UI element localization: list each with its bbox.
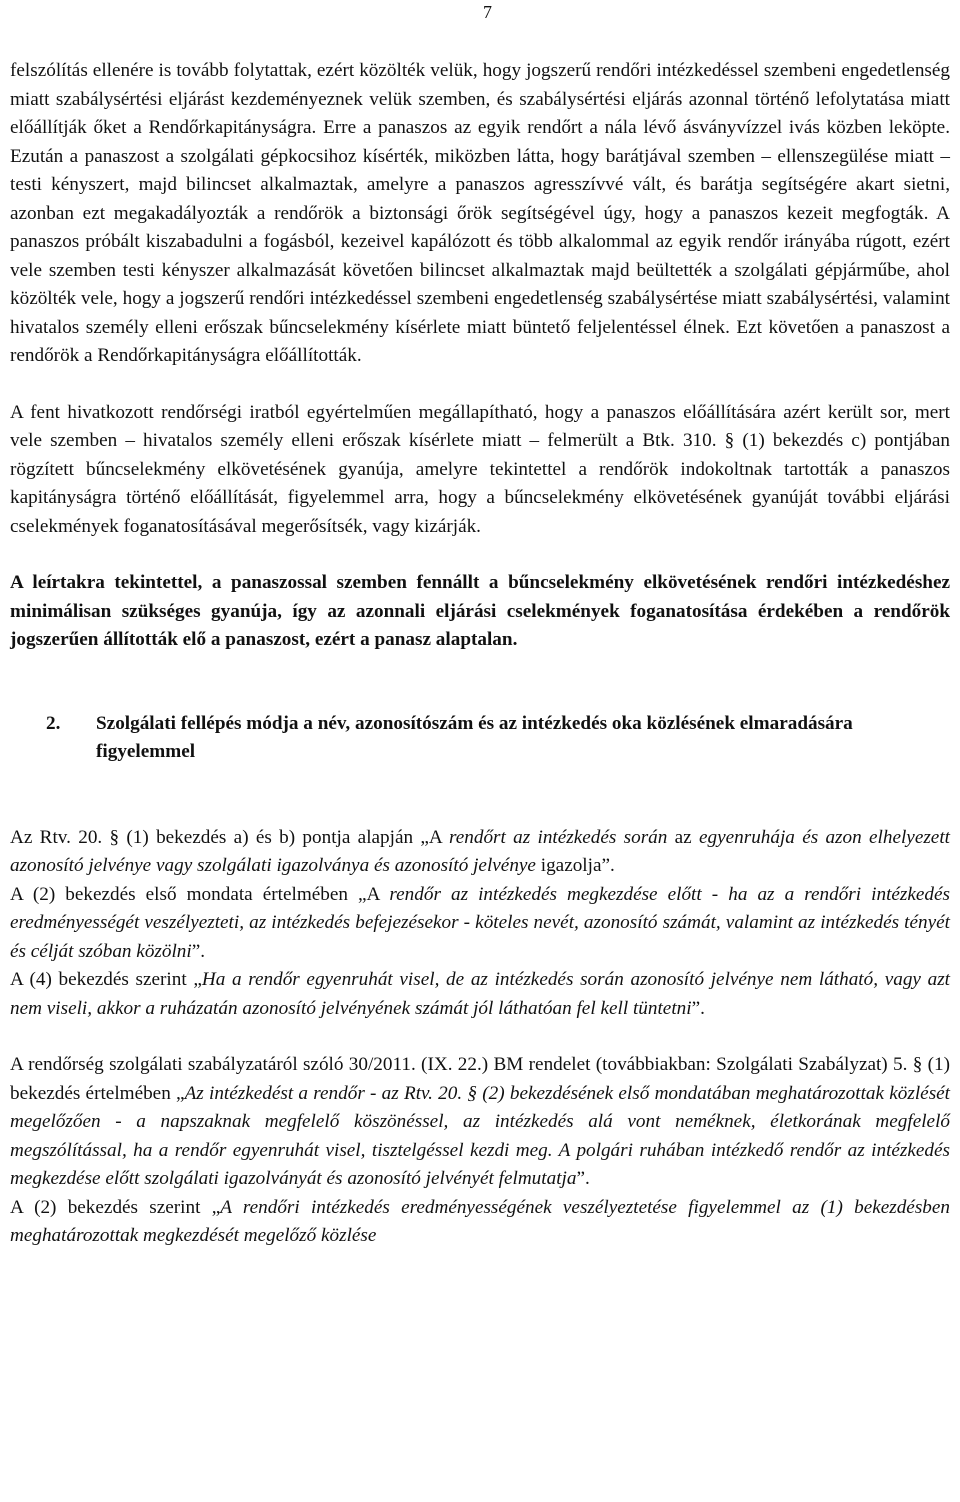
paragraph-szolgalati-5-1 bbox=[10, 1051, 950, 1194]
text-run: ”. bbox=[576, 1168, 590, 1189]
page-number: 7 bbox=[483, 2, 492, 22]
text-run: A (4) bekezdés szerint „ bbox=[10, 969, 202, 990]
paragraph-finding: A fent hivatkozott rendőrségi iratból egyértelműen megállapítható, hogy a panaszos előállítására azért került sor, mert vele szemben – hivatalos személy elleni erőszak kísérlete miatt – felmerült a Btk. 310. § (1) bekezdés c) pontjában rögzített bűncselekmény elkövetésének gyanúja, amelyre tekintettel a rendőrök indokoltnak tartották a panaszos kapitányságra történő előállítását, figyelemmel arra, hogy a bűncselekmény elkövetésének gyanúját további eljárási cselekmények foganatosításával megerősítsék, vagy kizárják. bbox=[10, 401, 950, 537]
quote-run: A rendőri intézkedés eredményességének veszélyeztetése figyelemmel az (1) bekezdésben meghatározottak megkezdését megelőző közlése bbox=[10, 1196, 950, 1246]
text-run: A (2) bekezdés szerint „ bbox=[10, 1196, 221, 1218]
document-body bbox=[10, 57, 950, 1251]
quote-run: rendőrt az intézkedés során bbox=[449, 826, 668, 848]
quote-run: egyenruhája és azon elhelyezett azonosító jelvénye vagy szolgálati igazolványa és azonosító jelvénye bbox=[10, 826, 950, 876]
paragraph-rtv-20-4 bbox=[10, 966, 950, 1023]
quote-run: rendőr az intézkedés megkezdése előtt - ha az a rendőri intézkedés eredményességét veszélyezteti, az intézkedés befejezésekor - köteles nevét, azonosító számát, valamint az intézkedés tényét és célját szóban közölni bbox=[10, 883, 950, 962]
paragraph-incident: felszólítás ellenére is tovább folytattak, ezért közölték velük, hogy jogszerű rendőri intézkedéssel szembeni engedetlenség miatt szabálysértési eljárást kezdeményeznek velük szemben, és szabálysértési eljárás azonnal történő lefolytatása miatt előállítják őket a Rendőrkapitányságra. Erre a panaszos az egyik rendőrt a nála lévő ásványvízzel ivás közben leköpte. Ezután a panaszost a szolgálati gépkocsihoz kísérték, miközben látta, hogy barátjával szemben – ellenszegülése miatt – testi kényszert, majd bilincset alkalmaztak, amelyre a panaszos agresszívvé vált, és barátja segítségére akart sietni, azonban ezt megakadályozták a rendőrök a biztonsági őrök segítségével úgy, hogy a panaszos kezeit megfogták. A panaszos próbált kiszabadulni a fogásból, kezeivel kapálózott és több alkalommal az egyik rendőr irányába rúgott, ezért vele szemben testi kényszer alkalmazását követően bilincset alkalmaztak majd beültették a szolgálati gépjárműbe, ahol közölték vele, hogy a jogszerű rendőri intézkedéssel szembeni engedetlenség szabálysértése miatt szabálysértési, valamint hivatalos személy elleni erőszak bűncselekmény kísérlete miatt büntető feljelentéssel élnek. Ezt követően a panaszost a rendőrök a Rendőrkapitányságra előállították. bbox=[10, 60, 950, 366]
section-heading-text: Szolgálati fellépés módja a név, azonosítószám és az intézkedés oka közlésének elmaradására figyelemmel bbox=[96, 712, 853, 762]
quote-run: Ha a rendőr egyenruhát visel, de az intézkedés során azonosító jelvénye nem látható, vagy azt nem viseli, akkor a ruházatán azonosító jelvényének számát jól láthatóan fel kell tüntetni bbox=[10, 969, 950, 1019]
paragraph-conclusion: A leírtakra tekintettel, a panaszossal szemben fennállt a bűncselekmény elkövetésének rendőri intézkedéshez minimálisan szükséges gyanúja, így az azonnali eljárási cselekmények foganatosítása érdekében a rendőrök jogszerűen állították elő a panaszost, ezért a panasz alaptalan. bbox=[10, 572, 950, 650]
paragraph-rtv-20-1 bbox=[10, 824, 950, 881]
text-run: az bbox=[667, 826, 699, 848]
text-run: ”. bbox=[191, 940, 206, 962]
paragraph-szolgalati-5-2 bbox=[10, 1194, 950, 1251]
text-run: ”. bbox=[691, 997, 705, 1019]
text-run: A (2) bekezdés első mondata értelmében „A bbox=[10, 883, 390, 905]
text-run: Az Rtv. 20. § (1) bekezdés a) és b) pontja alapján „A bbox=[10, 826, 449, 848]
section-heading bbox=[10, 710, 950, 767]
section-heading-number: 2. bbox=[46, 712, 61, 734]
paragraph-rtv-20-2 bbox=[10, 881, 950, 967]
text-run: A rendőrség szolgálati szabályzatáról szóló 30/2011. (IX. 22.) BM rendelet (továbbiakban: Szolgálati Szabályzat) 5. § (1) bekezdés értelmében „ bbox=[10, 1054, 950, 1104]
text-run: igazolja”. bbox=[535, 855, 615, 876]
quote-run: Az intézkedést a rendőr - az Rtv. 20. § (2) bekezdésének első mondatában meghatározottak közlését megelőzően - a napszaknak megfelelő köszönéssel, az intézkedés alá vont neméknek, életkorának megfelelő megszólítással, ha a rendőr egyenruhát visel, tisztelgéssel kezdi meg. A polgári ruhában intézkedő rendőr az intézkedés megkezdése előtt szolgálati igazolványát és azonosító jelvényét felmutatja bbox=[10, 1082, 951, 1189]
